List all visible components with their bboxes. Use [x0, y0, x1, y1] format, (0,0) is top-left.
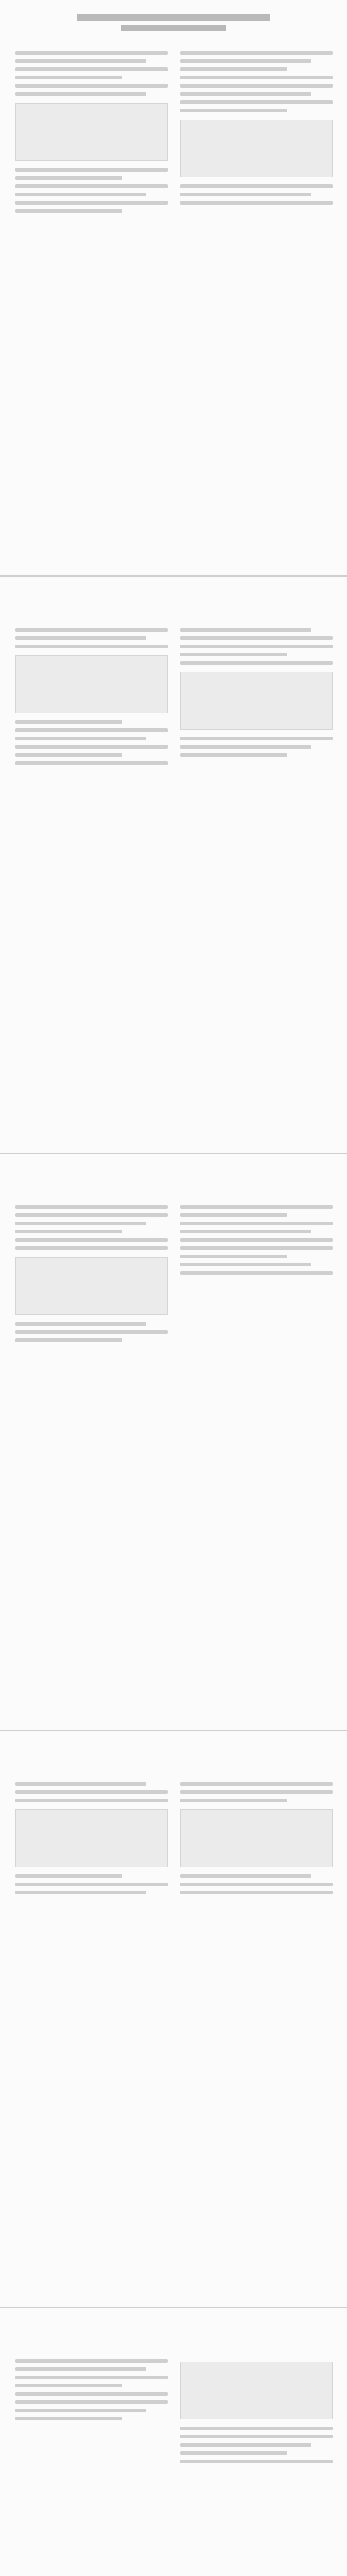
- right-column: [180, 2354, 333, 2576]
- figure-placeholder: [180, 2362, 333, 2419]
- figure-placeholder: [15, 103, 168, 161]
- sheet-5: [0, 2308, 347, 2576]
- figure-placeholder: [15, 1257, 168, 1315]
- left-column: [15, 1777, 168, 2272]
- title-placeholder: [77, 10, 270, 39]
- left-column: [15, 46, 168, 541]
- right-column: [180, 1777, 333, 2272]
- sheet-4: [0, 1731, 347, 2308]
- right-column: [180, 623, 333, 1118]
- figure-placeholder: [180, 120, 333, 177]
- sheet-1: [0, 0, 347, 577]
- sheet-3: [0, 1154, 347, 1731]
- left-column: [15, 2354, 168, 2576]
- sheet-2: [0, 577, 347, 1154]
- figure-placeholder: [180, 672, 333, 730]
- right-column: [180, 1200, 333, 1695]
- right-column: [180, 46, 333, 541]
- figure-placeholder: [15, 655, 168, 713]
- figure-placeholder: [180, 1809, 333, 1867]
- figure-placeholder: [15, 1809, 168, 1867]
- left-column: [15, 623, 168, 1118]
- left-column: [15, 1200, 168, 1695]
